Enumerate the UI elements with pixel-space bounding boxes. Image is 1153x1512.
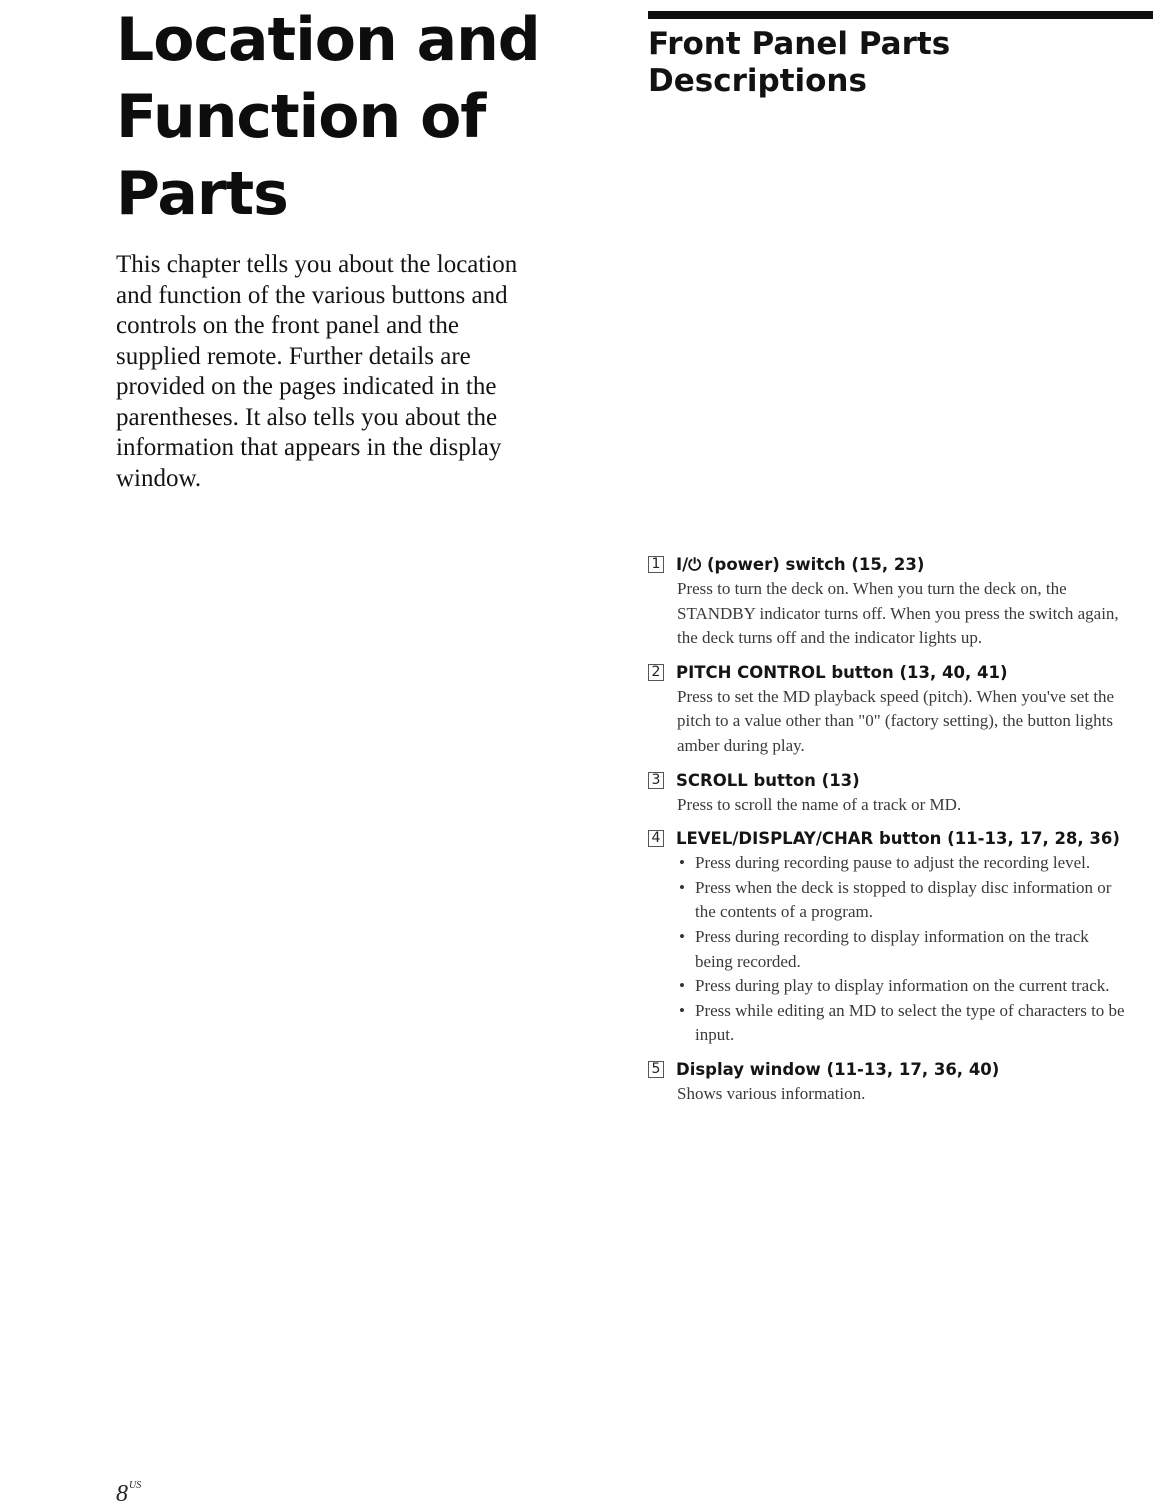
part-item — [648, 768, 1128, 818]
bullet-item: • Press when the deck is stopped to display disc information or the contents of a program. — [677, 876, 1128, 925]
section-title: Front Panel Parts Descriptions — [648, 26, 951, 99]
part-item — [648, 660, 1128, 759]
bullet-item: • Press during recording to display information on the track being recorded. — [677, 925, 1128, 974]
part-number-box: 3 — [648, 772, 664, 789]
part-number-box: 2 — [648, 664, 664, 681]
part-description: Press to set the MD playback speed (pitch). When you've set the pitch to a value other than "0" (factory setting), the button lights amber during play. — [677, 686, 1115, 755]
part-number-box: 1 — [648, 556, 664, 573]
part-heading: Display window (11-13, 17, 36, 40) — [676, 1059, 1000, 1079]
page-number-suffix: US — [129, 1480, 142, 1491]
part-heading: SCROLL button (13) — [676, 770, 860, 790]
part-description: Press to turn the deck on. When you turn the deck on, the STANDBY indicator turns off. When you press the switch again, the deck turns off and the indicator lights up. — [677, 579, 1119, 648]
part-item — [648, 552, 1128, 651]
page-number-value: 8 — [116, 1481, 128, 1507]
chapter-intro: This chapter tells you about the location and function of the various buttons and controls on the front panel and the supplied remote. Further details are provided on the pages indicated in the parentheses. It also tells you about the information that appears in the display window. — [116, 251, 518, 492]
part-description: Shows various information. — [677, 1083, 866, 1103]
section-rule — [648, 11, 1153, 19]
part-description: Press to scroll the name of a track or MD. — [677, 794, 962, 814]
part-heading: LEVEL/DISPLAY/CHAR button (11-13, 17, 28, 36) — [676, 829, 1120, 849]
part-number-box: 5 — [648, 1061, 664, 1078]
bullet-item: • Press during recording pause to adjust the recording level. — [677, 851, 1128, 876]
page-number — [116, 1480, 141, 1508]
part-bullet-list — [677, 851, 1128, 1048]
part-number-box: 4 — [648, 830, 664, 847]
part-item — [648, 826, 1128, 1048]
part-heading: I/⏻ (power) switch (15, 23) — [676, 555, 925, 574]
part-heading: PITCH CONTROL button (13, 40, 41) — [676, 662, 1008, 682]
bullet-item: • Press while editing an MD to select the type of characters to be input. — [677, 999, 1128, 1048]
parts-list — [648, 552, 1128, 1116]
chapter-title: Location and Function of Parts — [116, 5, 540, 229]
part-item — [648, 1057, 1128, 1107]
bullet-item: • Press during play to display information on the current track. — [677, 974, 1128, 999]
